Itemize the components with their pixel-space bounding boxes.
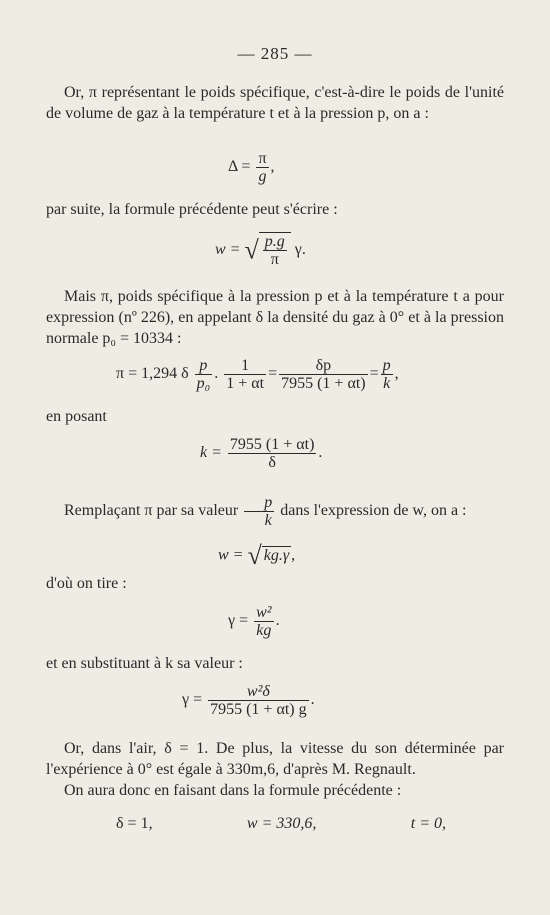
paragraph-text: dans l'expression de w, on a : bbox=[280, 502, 467, 520]
equation-trail: , bbox=[291, 546, 296, 564]
fraction-denominator: k bbox=[383, 375, 391, 392]
fraction-denominator: δ bbox=[268, 454, 276, 471]
equation-values bbox=[116, 815, 446, 833]
fraction bbox=[279, 357, 368, 392]
fraction bbox=[195, 357, 213, 392]
fraction-denominator: 7955 (1 + αt) g bbox=[210, 701, 307, 718]
fraction-numerator: 1 bbox=[224, 357, 266, 375]
sqrt-sign: √ bbox=[244, 235, 259, 265]
paragraph-formula-intro: par suite, la formule précédente peut s'écrire : bbox=[46, 201, 338, 218]
value-w: w = 330,6, bbox=[246, 815, 317, 832]
equation-trail: , bbox=[394, 365, 399, 383]
equation-pi: π = 1,294 δ $\frac{p}{\text{p₀}}$ . $\frac{1}{1 + \alpha t}$ = $\frac{\delta p}{7955 (1 + \alpha t)}$ = $\frac{p}{k}$ , bbox=[116, 357, 399, 392]
sqrt-sign: √ bbox=[247, 541, 262, 570]
paragraph-setting: en posant bbox=[46, 408, 107, 425]
fraction bbox=[228, 436, 317, 471]
radicand bbox=[259, 232, 291, 268]
fraction bbox=[208, 683, 309, 718]
equation-trail: , bbox=[270, 158, 275, 176]
radicand: kg.γ bbox=[263, 546, 290, 564]
value-delta: δ = 1, bbox=[116, 815, 153, 832]
equation-lhs: w = bbox=[218, 546, 244, 564]
fraction-denominator: 1 + αt bbox=[226, 375, 265, 392]
fraction-denominator: p₀ bbox=[196, 375, 211, 392]
fraction-numerator: 7955 (1 + αt) bbox=[229, 436, 315, 453]
equation-gamma-final bbox=[182, 683, 315, 718]
equation-trail: . bbox=[310, 691, 315, 709]
value-t: t = 0, bbox=[410, 815, 446, 832]
fraction-numerator: w² bbox=[256, 604, 272, 621]
equation-w-root bbox=[218, 541, 295, 571]
paragraph-replacing bbox=[46, 494, 504, 529]
equation-trail: γ. bbox=[294, 241, 306, 259]
fraction bbox=[244, 494, 274, 529]
page-number: — 285 — bbox=[237, 44, 313, 63]
fraction-denominator: g bbox=[258, 168, 267, 185]
paragraph-text: Remplaçant π par sa valeur bbox=[64, 502, 239, 520]
equation-trail: . bbox=[275, 612, 280, 630]
fraction bbox=[263, 233, 287, 268]
fraction bbox=[254, 604, 273, 639]
paragraph-intro: Or, π représentant le poids spécifique, c'est-à-dire le poids de l'unité de volume de gaz à la température t et à la pression p, on a : bbox=[46, 84, 504, 122]
paragraph-derive: d'où on tire : bbox=[46, 575, 127, 592]
equation-w bbox=[215, 232, 306, 268]
fraction-numerator: p bbox=[195, 357, 213, 375]
paragraph-air: Or, dans l'air, δ = 1. De plus, la vitesse du son déterminée par l'expérience à 0° est égale à 330m,6, d'après M. Regnault. bbox=[46, 740, 504, 778]
equation-lhs: k = bbox=[200, 444, 222, 462]
equation-lhs: γ = bbox=[228, 612, 249, 630]
fraction-denominator: π bbox=[270, 251, 279, 268]
paragraph-pressure: Mais π, poids spécifique à la pression p et à la température t a pour expression (nº 226), en appelant δ la densité du gaz à 0° et à la pression normale p₀ = 10334 : bbox=[46, 288, 504, 347]
paragraph-substitute: et en substituant à k sa valeur : bbox=[46, 655, 243, 672]
equation-lhs: π = 1,294 δ bbox=[116, 365, 189, 383]
equation-lhs: Δ = bbox=[228, 158, 251, 176]
fraction-denominator: k bbox=[264, 512, 272, 529]
equation-k bbox=[200, 436, 322, 471]
fraction bbox=[224, 357, 266, 392]
fraction-numerator: p bbox=[244, 494, 274, 512]
fraction-numerator: π bbox=[258, 150, 267, 167]
equation-delta bbox=[228, 150, 275, 185]
fraction-numerator: δp bbox=[279, 357, 368, 375]
equation-trail: . bbox=[318, 444, 323, 462]
fraction-denominator: 7955 (1 + αt) bbox=[281, 375, 366, 392]
equation-lhs: w = bbox=[215, 241, 241, 259]
fraction-numerator: w²δ bbox=[208, 683, 309, 701]
fraction-numerator: p bbox=[382, 357, 391, 374]
fraction bbox=[381, 357, 393, 392]
fraction bbox=[256, 150, 268, 185]
equation-gamma bbox=[228, 604, 280, 639]
fraction-numerator: p.g bbox=[264, 233, 285, 250]
fraction-denominator: kg bbox=[256, 622, 272, 639]
equation-lhs: γ = bbox=[182, 691, 203, 709]
paragraph-conclusion: On aura donc en faisant dans la formule précédente : bbox=[64, 782, 402, 799]
